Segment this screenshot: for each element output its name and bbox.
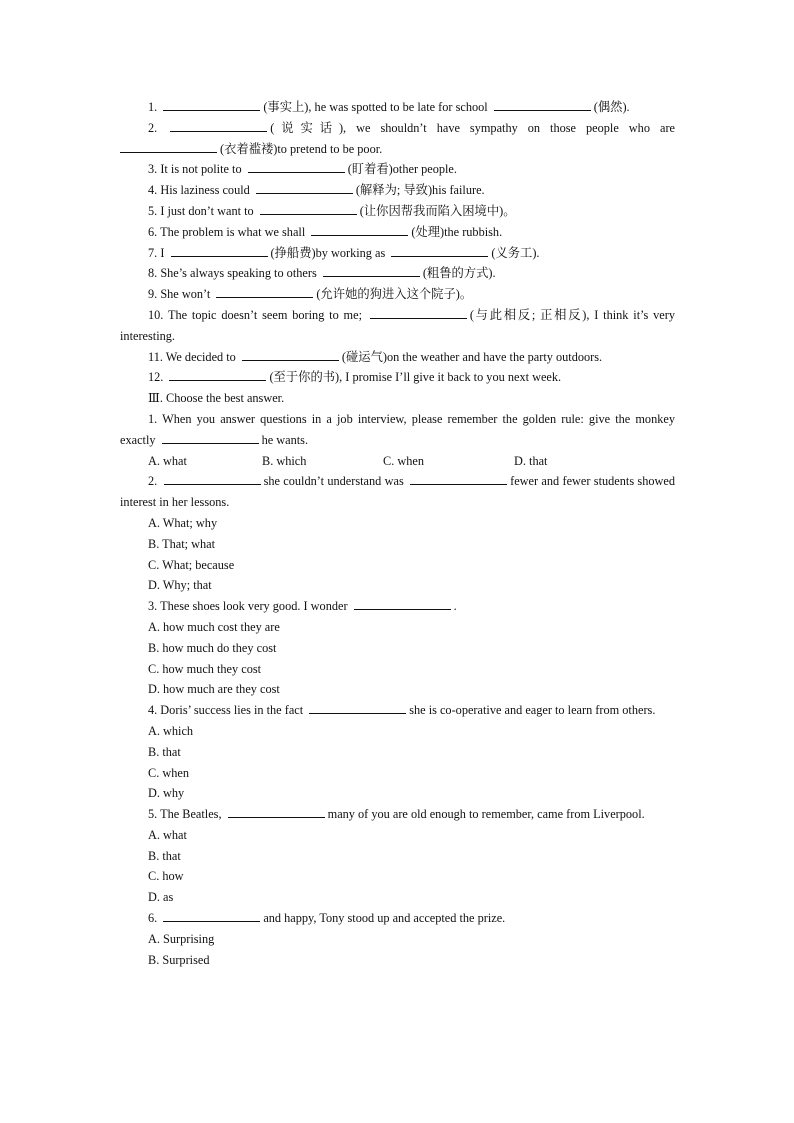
item-text: (事实上), he was spotted to be late for school [263, 100, 488, 114]
item-10 [120, 305, 675, 347]
question-stem: fewer and fewer students showed interest in her lessons. [120, 474, 675, 510]
answer-blank[interactable] [370, 306, 467, 319]
item-number: 7. [148, 245, 158, 260]
item-number: 1. [148, 100, 158, 114]
item-number: 11. [148, 349, 163, 364]
item-text: (碰运气)on the weather and have the party outdoors. [341, 349, 603, 364]
item-text: The topic doesn’t seem boring to me; [167, 307, 362, 322]
answer-blank[interactable] [162, 431, 259, 444]
question-4 [120, 700, 675, 721]
option-a[interactable]: A. what [148, 827, 187, 842]
item-text: (粗鲁的方式). [422, 266, 496, 281]
answer-blank[interactable] [163, 909, 260, 922]
item-text: (与此相反; 正相反), I think it’s very interesting. [120, 307, 675, 343]
item-text: (让你因帮我而陷入困境中)。 [359, 203, 516, 218]
item-text: I just don’t want to [160, 203, 254, 218]
item-text: (解释为; 导致)his failure. [355, 183, 485, 198]
option-b[interactable]: B. that [148, 848, 181, 863]
question-stem: 1. When you answer questions in a job interview, please remember the golden rule: give the monkey exactly [120, 411, 675, 447]
item-text: She won’t [160, 287, 211, 302]
option-c[interactable]: C. how much they cost [148, 661, 262, 676]
question-stem: . [453, 599, 457, 614]
question-stem: many of you are old enough to remember, came from Liverpool. [327, 807, 645, 822]
item-number: 12. [148, 370, 164, 385]
question-2 [120, 471, 675, 513]
item-9 [120, 284, 675, 305]
item-text: (处理)the rubbish. [411, 224, 503, 239]
item-2 [120, 118, 675, 160]
item-7 [120, 243, 675, 264]
item-text: (说实话), we shouldn’t have sympathy on those people who are [270, 120, 675, 135]
item-text: (至于你的书), I promise I’ll give it back to you next week. [269, 370, 562, 385]
answer-blank[interactable] [410, 472, 507, 485]
option-d[interactable]: D. as [148, 890, 174, 905]
item-number: 5. [148, 203, 158, 218]
question-1-options [120, 451, 675, 472]
question-1 [120, 409, 675, 451]
answer-blank[interactable] [391, 244, 488, 257]
option-c[interactable]: C. What; because [148, 557, 235, 572]
answer-blank[interactable] [120, 140, 217, 153]
item-text: It is not polite to [160, 162, 242, 177]
item-text: The problem is what we shall [160, 224, 306, 239]
item-3 [120, 159, 675, 180]
option-c[interactable]: C. how [148, 869, 184, 884]
answer-blank[interactable] [494, 98, 591, 111]
option-d[interactable]: D. why [148, 786, 185, 801]
answer-blank[interactable] [242, 348, 339, 361]
option-b[interactable]: B. That; what [148, 536, 216, 551]
question-stem: 4. Doris’ success lies in the fact [148, 703, 304, 718]
answer-blank[interactable] [323, 264, 420, 277]
item-text: She’s always speaking to others [160, 266, 317, 281]
section-heading: Ⅲ. Choose the best answer. [148, 391, 285, 406]
item-8 [120, 263, 675, 284]
answer-blank[interactable] [309, 701, 406, 714]
question-6 [120, 908, 675, 929]
item-1 [120, 97, 675, 118]
item-number: 8. [148, 266, 158, 281]
option-d[interactable]: D. that [514, 453, 548, 468]
question-stem: 5. The Beatles, [148, 807, 222, 822]
item-number: 2. [148, 120, 158, 135]
option-b[interactable]: B. which [262, 453, 307, 468]
item-text: I [160, 245, 165, 260]
option-b[interactable]: B. that [148, 744, 181, 759]
item-4 [120, 180, 675, 201]
answer-blank[interactable] [164, 472, 261, 485]
item-text: We decided to [165, 349, 236, 364]
item-11 [120, 347, 675, 368]
answer-blank[interactable] [228, 805, 325, 818]
item-text: (义务工). [491, 245, 540, 260]
question-3 [120, 596, 675, 617]
question-stem: 2. [148, 474, 158, 489]
answer-blank[interactable] [260, 202, 357, 215]
item-number: 9. [148, 287, 158, 302]
answer-blank[interactable] [163, 98, 260, 111]
option-a[interactable]: A. how much cost they are [148, 619, 280, 634]
item-5 [120, 201, 675, 222]
item-number: 10. [148, 307, 164, 322]
item-text: (偶然). [593, 100, 630, 114]
question-stem: 6. [148, 911, 158, 926]
option-c[interactable]: C. when [383, 453, 424, 468]
item-text: (衣着褴褛)to pretend to be poor. [220, 141, 383, 156]
answer-blank[interactable] [311, 223, 408, 236]
option-a[interactable]: A. Surprising [148, 931, 215, 946]
answer-blank[interactable] [169, 368, 266, 381]
item-number: 6. [148, 224, 158, 239]
option-c[interactable]: C. when [148, 765, 189, 780]
answer-blank[interactable] [170, 119, 267, 132]
option-a[interactable]: A. which [148, 723, 194, 738]
item-6 [120, 222, 675, 243]
answer-blank[interactable] [171, 244, 268, 257]
question-stem: she couldn’t understand was [263, 474, 404, 489]
option-b[interactable]: B. Surprised [148, 952, 210, 967]
question-stem: 3. These shoes look very good. I wonder [148, 599, 348, 614]
question-stem: he wants. [261, 432, 309, 447]
item-number: 4. [148, 183, 158, 198]
item-text: (允许她的狗进入这个院子)。 [316, 287, 473, 302]
question-5 [120, 804, 675, 825]
option-b[interactable]: B. how much do they cost [148, 640, 277, 655]
item-text: (挣船费)by working as [270, 245, 386, 260]
question-stem: she is co-operative and eager to learn from others. [409, 703, 656, 718]
option-a[interactable]: A. What; why [148, 515, 218, 530]
item-text: His laziness could [160, 183, 250, 198]
item-number: 3. [148, 162, 158, 177]
item-text: (盯着看)other people. [347, 162, 457, 177]
answer-blank[interactable] [256, 181, 353, 194]
option-a[interactable]: A. what [148, 453, 187, 468]
question-stem: and happy, Tony stood up and accepted the prize. [263, 911, 506, 926]
item-12 [120, 367, 675, 388]
answer-blank[interactable] [354, 597, 451, 610]
option-d[interactable]: D. how much are they cost [148, 682, 280, 697]
option-d[interactable]: D. Why; that [148, 578, 212, 593]
answer-blank[interactable] [216, 285, 313, 298]
worksheet-page [120, 97, 675, 970]
answer-blank[interactable] [248, 160, 345, 173]
